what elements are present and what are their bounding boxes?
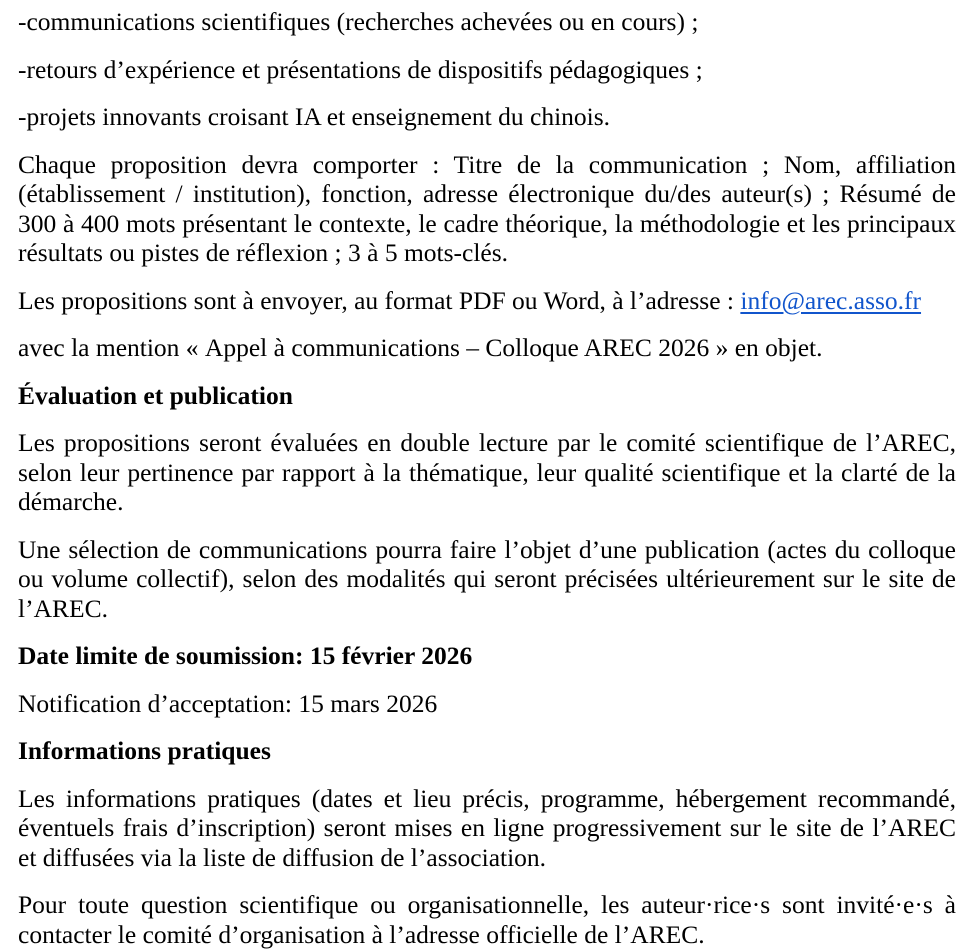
text-segment: Informations pratiques	[18, 736, 271, 765]
heading-evaluation-publication	[18, 381, 956, 411]
text-segment: Les informations pratiques (dates et lieu précis, programme, hébergement recommandé, éventuels frais d’inscription) seront mises en ligne progressivement sur le site de l’AREC et diffusées via la liste de diffusion de l’association.	[18, 783, 956, 872]
para-mention-objet	[18, 333, 956, 363]
para-selection-publication	[18, 535, 956, 624]
text-segment: Les propositions sont à envoyer, au format PDF ou Word, à l’adresse :	[18, 285, 741, 315]
bullet-retours-experience	[18, 55, 956, 85]
para-contact-comite	[18, 890, 956, 949]
text-segment: avec la mention « Appel à communications – Colloque AREC 2026 » en objet.	[18, 333, 823, 362]
para-adresse-envoi	[18, 286, 956, 316]
text-segment: Notification d’acceptation: 15 mars 2026	[18, 688, 438, 718]
text-segment: Chaque proposition devra comporter : Titre de la communication ; Nom, affiliation (établissement / institution), fonction, adresse électronique du/des auteur(s) ; Résumé de 300 à 400 mots présentant le contexte, le cadre théorique, la méthodologie et les principaux résultats ou pistes de réflexion ; 3 à 5 mots-clés.	[18, 149, 956, 267]
text-segment: Une sélection de communications pourra faire l’objet d’une publication (actes du colloque ou volume collectif), selon des modalités qui seront précisées ultérieurement sur le site de l’AREC.	[18, 534, 956, 623]
text-segment: Date limite de soumission: 15 février 2026	[18, 641, 473, 670]
text-segment: Évaluation et publication	[18, 380, 293, 410]
heading-informations-pratiques	[18, 736, 956, 766]
deadline-soumission	[18, 641, 956, 671]
deadline-notification	[18, 689, 956, 719]
email-link[interactable]: info@arec.asso.fr	[740, 285, 922, 315]
text-segment: -retours d’expérience et présentations de dispositifs pédagogiques ;	[18, 54, 703, 84]
para-infos-pratiques	[18, 784, 956, 873]
text-segment: -communications scientifiques (recherches achevées ou en cours) ;	[18, 7, 699, 36]
para-contenu-proposition	[18, 150, 956, 268]
bullet-communications-scientifiques	[18, 7, 956, 37]
text-segment: -projets innovants croisant IA et enseignement du chinois.	[18, 102, 611, 131]
para-double-lecture	[18, 428, 956, 517]
text-segment: Pour toute question scientifique ou organisationnelle, les auteur·rice·s sont invité·e·s à contacter le comité d’organisation à l’adresse officielle de l’AREC.	[18, 890, 956, 949]
bullet-projets-innovants	[18, 102, 956, 132]
text-segment: Les propositions seront évaluées en double lecture par le comité scientifique de l’AREC, selon leur pertinence par rapport à la thématique, leur qualité scientifique et la clarté de la démarche.	[18, 428, 956, 516]
